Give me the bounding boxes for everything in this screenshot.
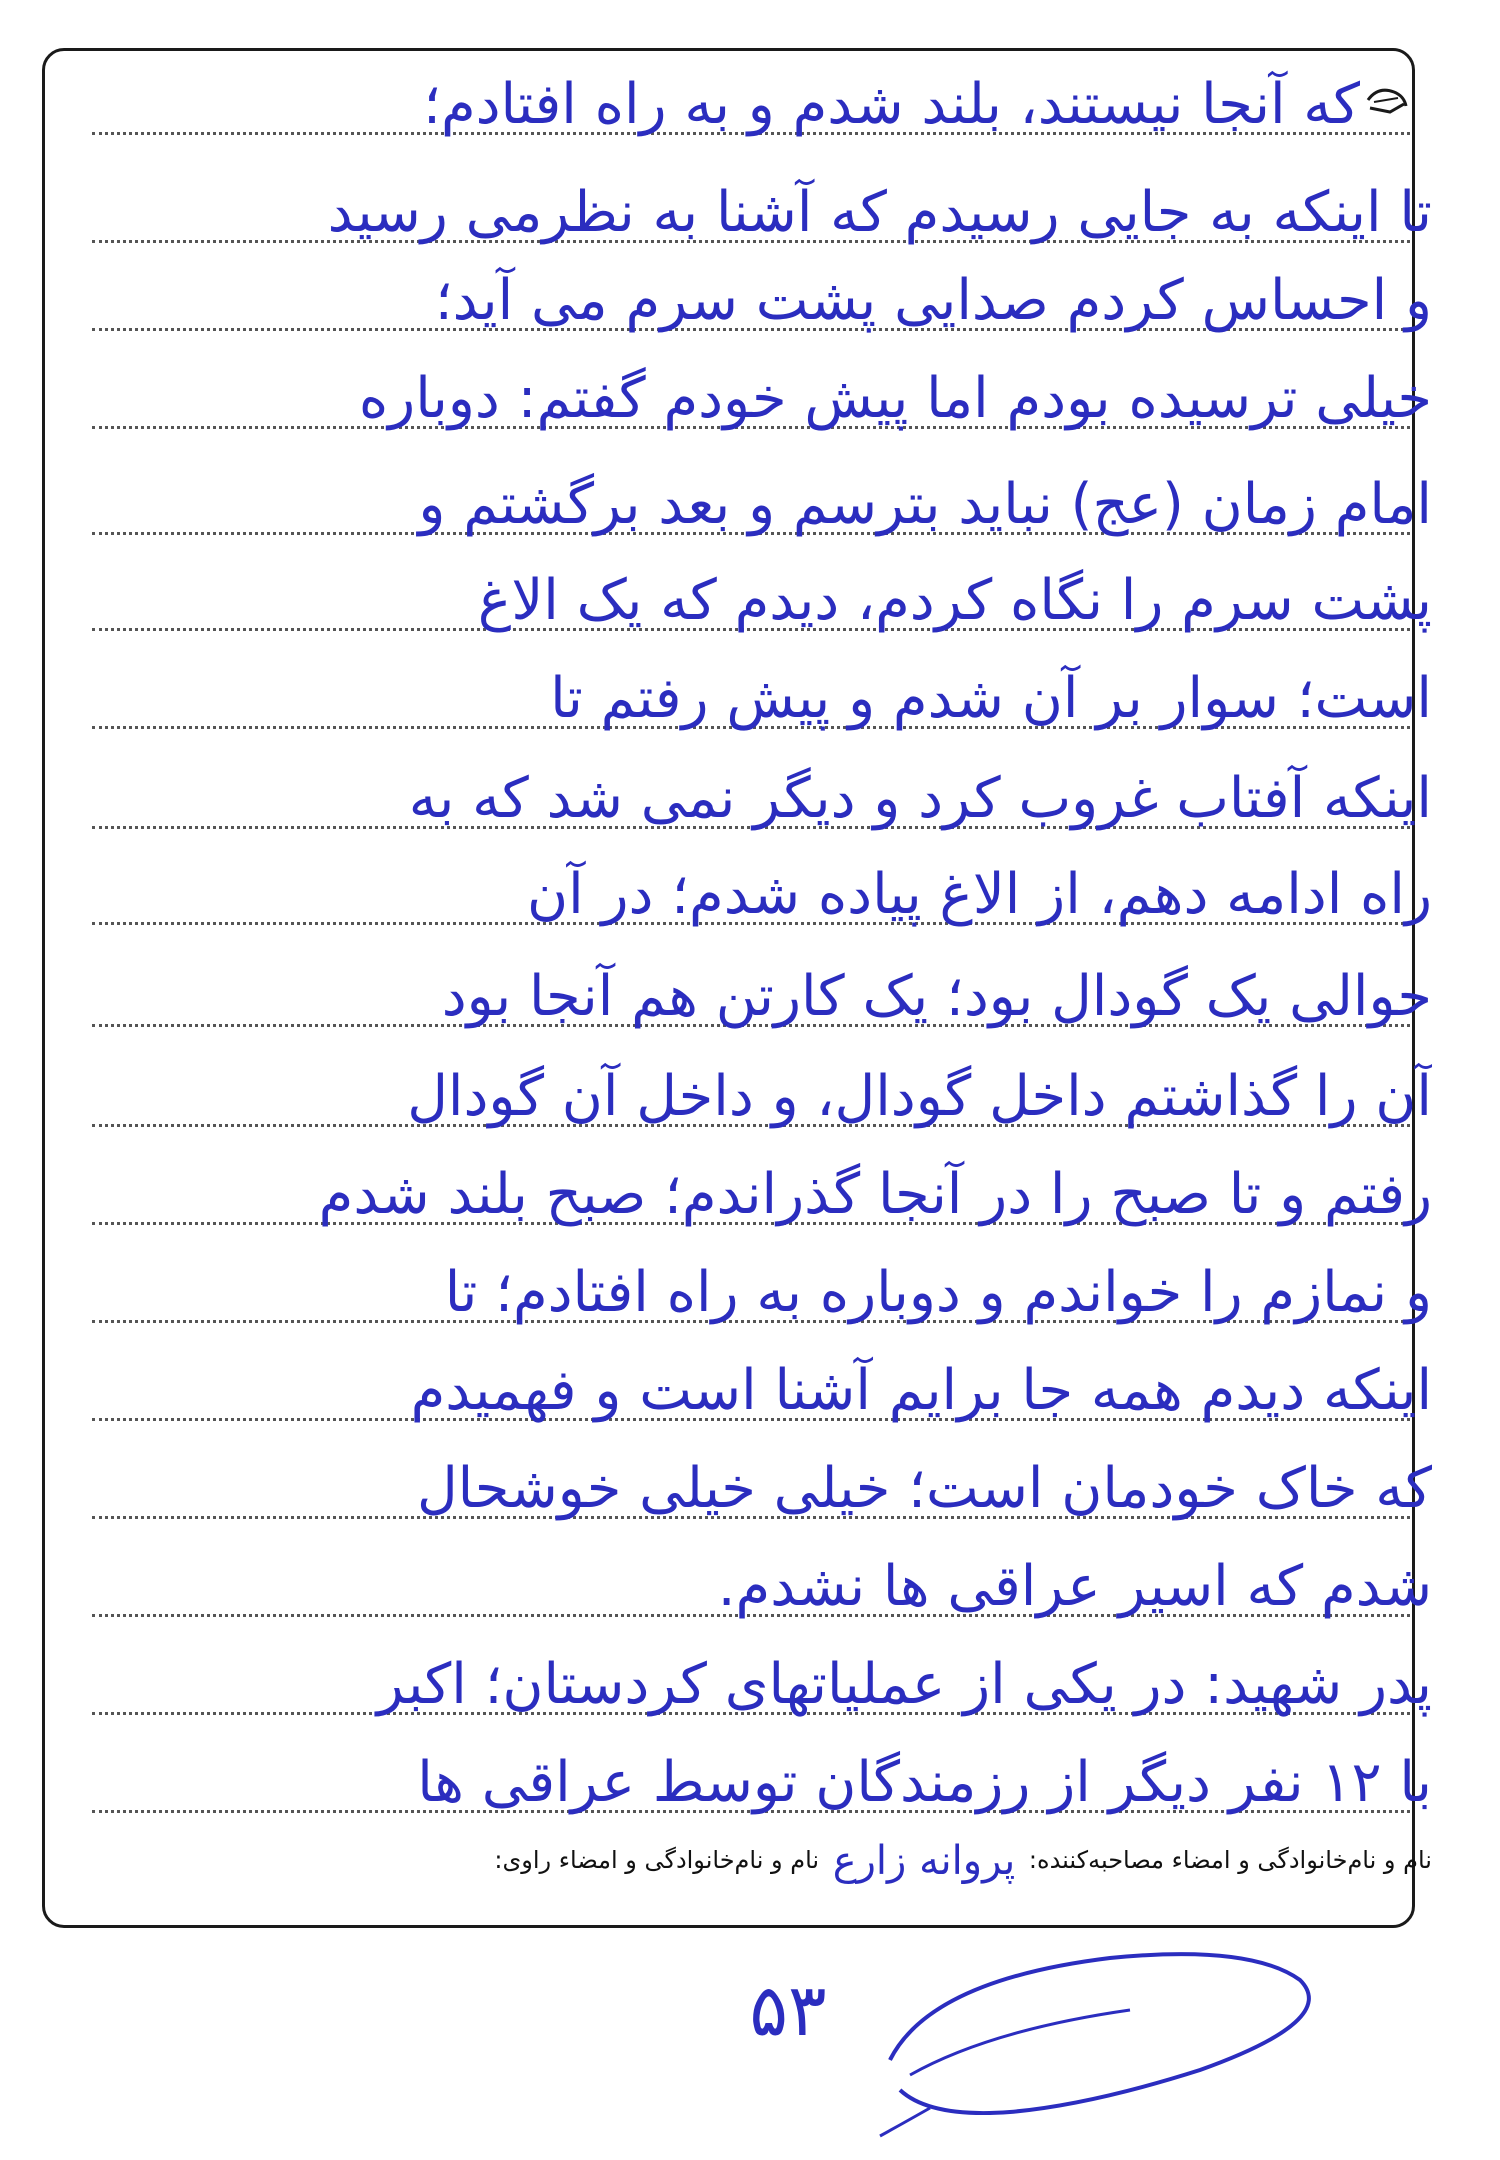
handwritten-line-9: راه ادامه دهم، از الاغ پیاده شدم؛ در آن <box>526 862 1432 927</box>
handwritten-line-15: که خاک خودمان است؛ خیلی خیلی خوشحال <box>416 1456 1432 1521</box>
pencil-note-icon <box>1364 82 1410 118</box>
handwritten-line-11: آن را گذاشتم داخل گودال، و داخل آن گودال <box>407 1064 1432 1129</box>
handwritten-line-17: پدر شهید: در یکی از عملیاتهای کردستان؛ اکبر <box>376 1652 1432 1717</box>
handwritten-line-3: و احساس کردم صدایی پشت سرم می آید؛ <box>434 268 1432 333</box>
handwritten-line-14: اینکه دیدم همه جا برایم آشنا است و فهمیدم <box>410 1358 1432 1423</box>
interviewer-label: نام و نام‌خانوادگی و امضاء مصاحبه‌کننده: <box>1028 1846 1432 1874</box>
handwritten-line-8: اینکه آفتاب غروب کرد و دیگر نمی شد که به <box>408 766 1432 831</box>
handwritten-line-6: پشت سرم را نگاه کردم، دیدم که یک الاغ <box>477 568 1432 633</box>
handwritten-line-18: با ۱۲ نفر دیگر از رزمندگان توسط عراقی ها <box>417 1750 1432 1815</box>
page-number: ۵۳ <box>749 1968 827 2052</box>
handwritten-line-5: امام زمان (عج) نباید بترسم و بعد برگشتم و <box>418 472 1432 537</box>
handwritten-line-1: که آنجا نیستند، بلند شدم و به راه افتادم؛ <box>423 72 1360 137</box>
handwritten-line-12: رفتم و تا صبح را در آنجا گذراندم؛ صبح بلند شدم <box>318 1162 1432 1227</box>
handwritten-line-13: و نمازم را خواندم و دوباره به راه افتادم؛ تا <box>444 1260 1432 1325</box>
narrator-signature-scribble <box>870 1940 1370 2140</box>
handwritten-line-10: حوالی یک گودال بود؛ یک کارتن هم آنجا بود <box>441 964 1432 1029</box>
footer-signature-row <box>60 1838 1432 1884</box>
handwritten-line-4: خیلی ترسیده بودم اما پیش خودم گفتم: دوباره <box>358 366 1432 431</box>
handwritten-line-16: شدم که اسیر عراقی ها نشدم. <box>717 1554 1432 1619</box>
handwritten-line-7: است؛ سوار بر آن شدم و پیش رفتم تا <box>550 666 1432 731</box>
interviewer-name: پروانه زارع <box>832 1838 1016 1884</box>
narrator-label: نام و نام‌خانوادگی و امضاء راوی: <box>494 1846 820 1874</box>
handwritten-line-2: تا اینکه به جایی رسیدم که آشنا به نظرمی رسید <box>327 180 1432 245</box>
